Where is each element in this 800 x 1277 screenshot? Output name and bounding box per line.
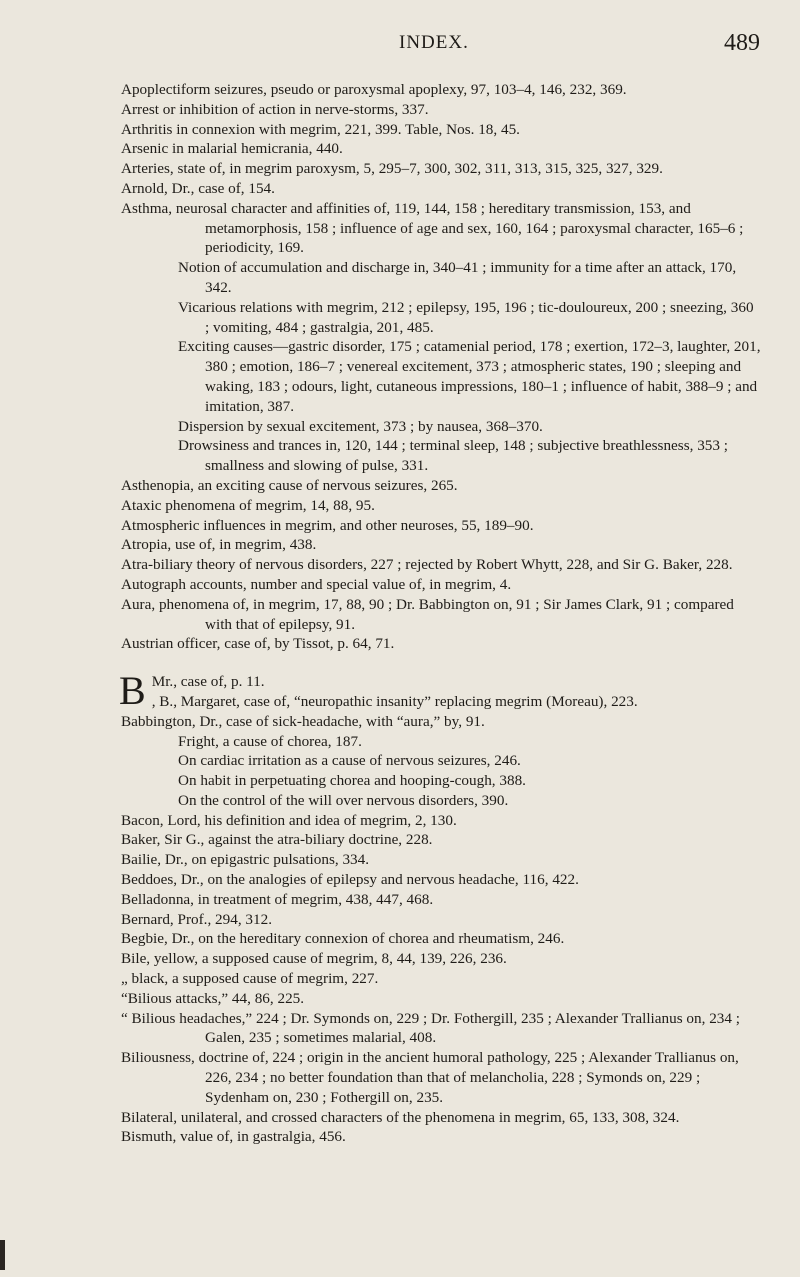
index-entry: Autograph accounts, number and special value of, in megrim, 4. <box>121 575 512 593</box>
index-entry: Bacon, Lord, his definition and idea of megrim, 2, 130. <box>121 811 457 829</box>
index-entry: Bailie, Dr., on epigastric pulsations, 334. <box>121 851 370 869</box>
index-entry: Arteries, state of, in megrim paroxysm, 5, 295–7, 300, 302, 311, 313, 315, 325, 327, 329. <box>121 160 663 178</box>
index-entry: Arnold, Dr., case of, 154. <box>121 179 275 197</box>
running-title: INDEX. <box>399 32 469 53</box>
index-subentry: Fright, a cause of chorea, 187. <box>178 732 362 750</box>
index-entry: „ black, a supposed cause of megrim, 227. <box>121 970 379 988</box>
index-entry: Arsenic in malarial hemicrania, 440. <box>121 140 343 158</box>
index-entry: “ Bilious headaches,” 224 ; Dr. Symonds on, 229 ; Dr. Fothergill, 235 ; Alexander Trallianus on, 234 ; Galen, 235 ; sometimes malarial, 408. <box>121 1009 740 1047</box>
index-entry: Atmospheric influences in megrim, and other neuroses, 55, 189–90. <box>121 516 534 534</box>
index-entry: Bernard, Prof., 294, 312. <box>121 910 273 928</box>
index-entry: Atra-biliary theory of nervous disorders, 227 ; rejected by Robert Whytt, 228, and Sir G. Baker, 228. <box>121 556 733 574</box>
index-entry: Baker, Sir G., against the atra-biliary doctrine, 228. <box>121 831 433 849</box>
page-header <box>0 30 800 62</box>
index-entry: Beddoes, Dr., on the analogies of epilepsy and nervous headache, 116, 422. <box>121 871 579 889</box>
index-entry: Bismuth, value of, in gastralgia, 456. <box>121 1128 346 1146</box>
index-entry: Begbie, Dr., on the hereditary connexion of chorea and rheumatism, 246. <box>121 930 565 948</box>
index-entry: “Bilious attacks,” 44, 86, 225. <box>121 989 305 1007</box>
page-edge-mark <box>0 1240 5 1270</box>
index-entry: Asthenopia, an exciting cause of nervous seizures, 265. <box>121 476 458 494</box>
index-entry: Asthma, neurosal character and affinities of, 119, 144, 158 ; hereditary transmission, 153, and metamorphosis, 158 ; influence of age and sex, 160, 164 ; paroxysmal character, 165–6 ; periodicity, 169. <box>121 199 744 257</box>
index-entry: Austrian officer, case of, by Tissot, p. 64, 71. <box>121 635 395 653</box>
index-entry: Bile, yellow, a supposed cause of megrim, 8, 44, 139, 226, 236. <box>121 950 507 968</box>
index-subentry: Drowsiness and trances in, 120, 144 ; terminal sleep, 148 ; subjective breathlessness, 353 ; smallness and slowing of pulse, 331. <box>178 437 729 475</box>
index-entry: Biliousness, doctrine of, 224 ; origin in the ancient humoral pathology, 225 ; Alexander Trallianus on, 226, 234 ; no better foundation than that of melancholia, 228 ; Symonds on, 229 ; Sydenham on, 230 ; Fothergill on, 235. <box>121 1049 739 1106</box>
index-entry: Belladonna, in treatment of megrim, 438, 447, 468. <box>121 890 434 908</box>
index-entry: Bilateral, unilateral, and crossed characters of the phenomena in megrim, 65, 133, 308, 324. <box>121 1108 680 1126</box>
section-b-head <box>119 668 761 714</box>
index-entry: Apoplectiform seizures, pseudo or paroxysmal apoplexy, 97, 103–4, 146, 232, 369. <box>121 81 627 98</box>
index-entry: Babbington, Dr., case of sick-headache, with “aura,” by, 91. <box>121 712 485 730</box>
page-number: 489 <box>724 30 760 56</box>
index-entry: , B., Margaret, case of, “neuropathic insanity” replacing megrim (Moreau), 223. <box>151 692 638 710</box>
index-entry: Ataxic phenomena of megrim, 14, 88, 95. <box>121 496 375 514</box>
index-subentry: On habit in perpetuating chorea and hooping-cough, 388. <box>178 772 526 790</box>
index-subentry: Notion of accumulation and discharge in, 340–41 ; immunity for a time after an attack, 170, 342. <box>178 259 737 296</box>
index-body <box>121 80 761 1147</box>
section-b <box>119 668 761 1147</box>
index-entry: Arrest or inhibition of action in nerve-storms, 337. <box>121 100 429 118</box>
index-entry: Aura, phenomena of, in megrim, 17, 88, 90 ; Dr. Babbington on, 91 ; Sir James Clark, 91 ; compared with that of epilepsy, 91. <box>121 595 734 633</box>
section-a <box>121 80 761 654</box>
index-entry: Arthritis in connexion with megrim, 221, 399. Table, Nos. 18, 45. <box>121 120 520 138</box>
section-letter-b: B <box>119 668 146 714</box>
index-subentry: Exciting causes—gastric disorder, 175 ; catamenial period, 178 ; exertion, 172–3, laughter, 201, 380 ; emotion, 186–7 ; venereal excitement, 373 ; atmospheric states, 190 ; sleeping and waking, 183 ; odours, light, cutaneous impressions, 180–1 ; influence of habit, 388–9 ; and imitation, 387. <box>178 338 761 415</box>
index-entry: Atropia, use of, in megrim, 438. <box>121 536 317 554</box>
index-subentry: On cardiac irritation as a cause of nervous seizures, 246. <box>178 752 521 770</box>
index-subentry: Vicarious relations with megrim, 212 ; epilepsy, 195, 196 ; tic-douloureux, 200 ; sneezing, 360 ; vomiting, 484 ; gastralgia, 201, 485. <box>178 298 754 336</box>
index-subentry: Dispersion by sexual excitement, 373 ; by nausea, 368–370. <box>178 417 543 435</box>
index-subentry: On the control of the will over nervous disorders, 390. <box>178 791 509 809</box>
index-entry: Mr., case of, p. 11. <box>151 673 265 691</box>
